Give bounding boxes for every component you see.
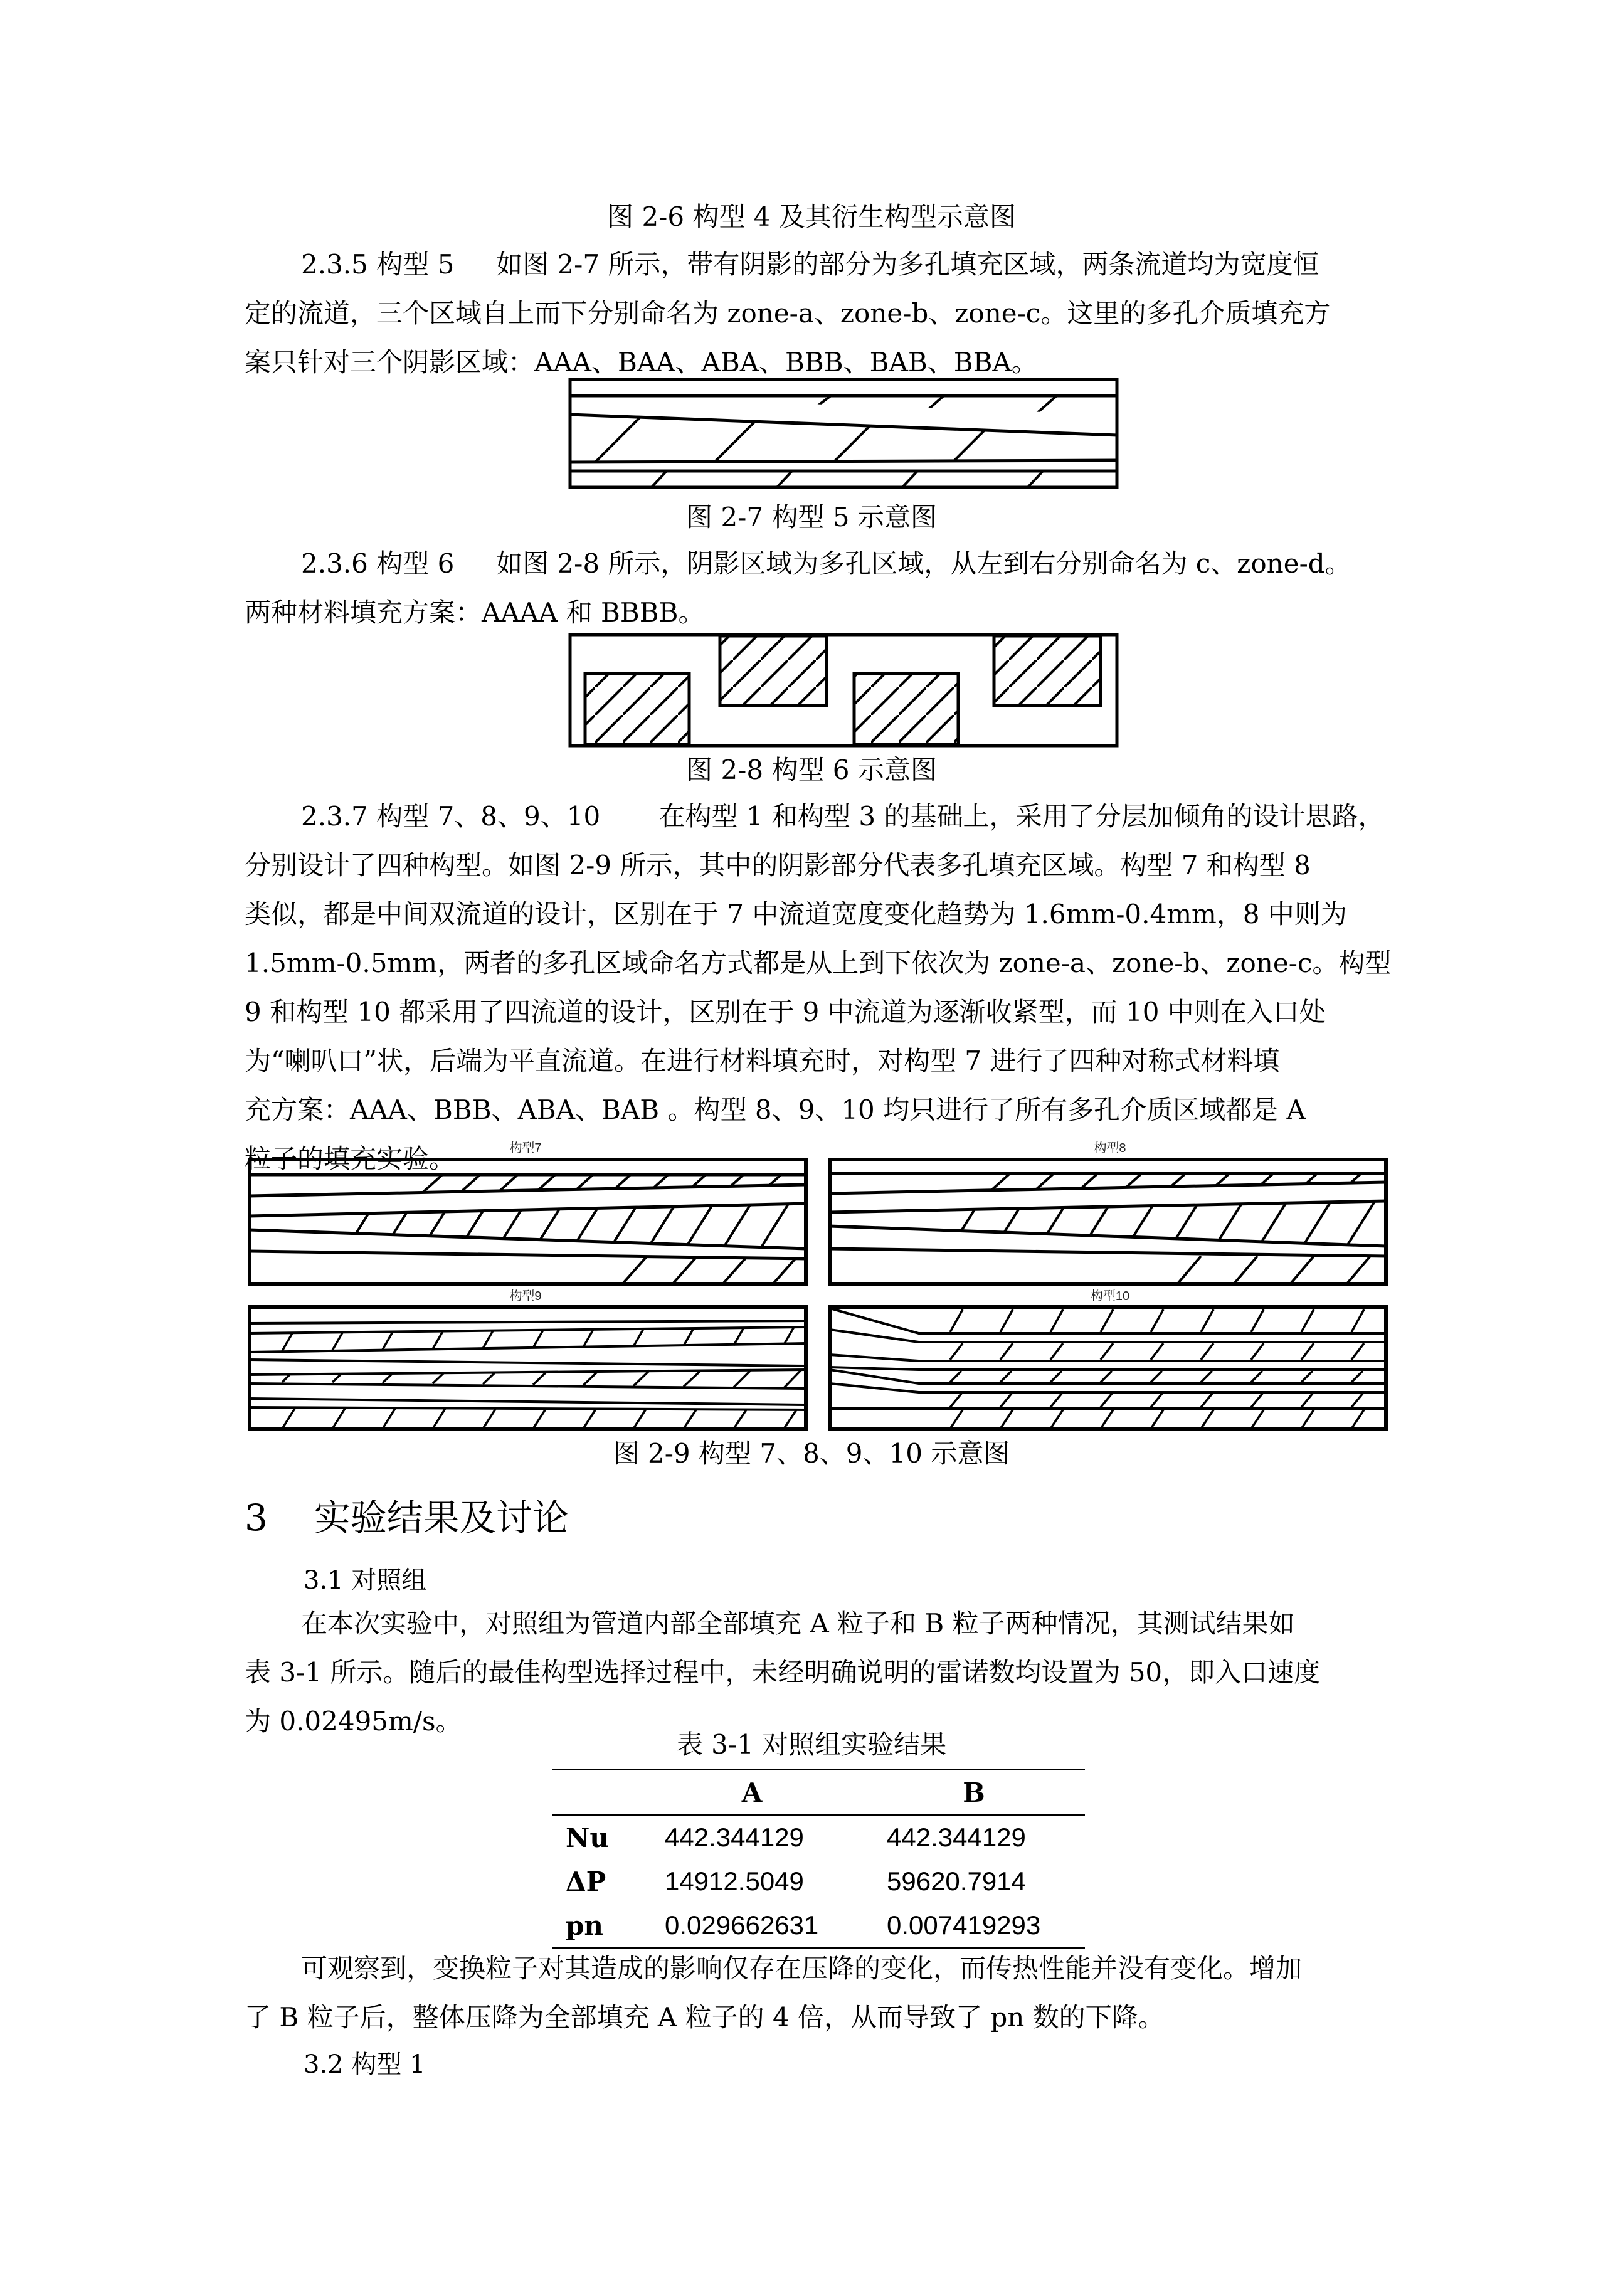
text-line: 粒子的填充实验。: [245, 1143, 456, 1174]
text-line: 可观察到，变换粒子对其造成的影响仅存在压降的变化，而传热性能并没有变化。增加: [301, 1953, 1303, 1984]
panel-label-10: 构型10: [1090, 1289, 1130, 1303]
text-line: 如图 2-7 所示，带有阴影的部分为多孔填充区域，两条流道均为宽度恒: [496, 249, 1319, 280]
panel-9: [250, 1307, 806, 1429]
fig-2-8-caption: 图 2-8 构型 6 示意图: [686, 754, 937, 785]
cell: 0.007419293: [863, 1903, 1085, 1949]
text-line: 了 B 粒子后，整体压降为全部填充 A 粒子的 4 倍，从而导致了 pn 数的下降。: [245, 2002, 1165, 2033]
text-line: 案只针对三个阴影区域：AAA、BAA、ABA、BBB、BAB、BBA。: [245, 347, 1038, 378]
text-line: 两种材料填充方案：AAAA 和 BBBB。: [245, 597, 705, 628]
table-header-empty: [552, 1770, 641, 1816]
text-line: 9 和构型 10 都采用了四流道的设计，区别在于 9 中流道为逐渐收紧型，而 10 中则在入口处: [245, 997, 1326, 1027]
cell: 442.344129: [665, 1823, 804, 1852]
section-2-3-5: [245, 240, 1392, 387]
fig-2-7-caption: 图 2-7 构型 5 示意图: [686, 502, 937, 532]
cell: 14912.5049: [665, 1866, 804, 1896]
table-row: [552, 1903, 1085, 1949]
cell: 0.029662631: [641, 1903, 863, 1949]
row-label: Nu: [566, 1822, 609, 1853]
table-row: [552, 1815, 1085, 1860]
text-line: 为“喇叭口”状，后端为平直流道。在进行材料填充时，对构型 7 进行了四种对称式材料填: [245, 1045, 1280, 1076]
panel-8: [830, 1160, 1386, 1286]
panel-10: [830, 1307, 1386, 1429]
text-line: 为 0.02495m/s。: [245, 1706, 462, 1737]
table-row: [552, 1860, 1085, 1903]
fig-2-6-caption: 图 2-6 构型 4 及其衍生构型示意图: [607, 201, 1016, 232]
section-3-1-head: 3.1 对照组: [304, 1566, 427, 1595]
text-line: 在构型 1 和构型 3 的基础上，采用了分层加倾角的设计思路，: [658, 801, 1385, 832]
section-2-3-7-head: 2.3.7 构型 7、8、9、10: [301, 801, 601, 832]
panel-label-9: 构型9: [509, 1289, 542, 1303]
fig-2-9-caption: 图 2-9 构型 7、8、9、10 示意图: [613, 1438, 1010, 1469]
panel-label-7: 构型7: [509, 1141, 542, 1155]
section-2-3-6-head: 2.3.6 构型 6: [301, 548, 455, 579]
text-line: 如图 2-8 所示，阴影区域为多孔区域，从左到右分别命名为 c、zone-d。: [496, 548, 1351, 579]
section-3-heading: [245, 1493, 569, 1543]
cell: 442.344129: [887, 1823, 1026, 1852]
section-2-3-5-head: 2.3.5 构型 5: [301, 249, 455, 280]
fig-2-7-diagram: [568, 377, 1119, 490]
cell: 59620.7914: [887, 1866, 1026, 1896]
fig-2-8-diagram: [568, 632, 1119, 748]
row-label: pn: [552, 1903, 641, 1949]
panel-7: [250, 1160, 822, 1286]
table-3-1: [552, 1769, 1085, 1949]
fig-2-9-diagram: [245, 1138, 1392, 1433]
section-number: 3: [245, 1496, 268, 1539]
after-table-paragraph: [245, 1944, 1392, 2042]
table-header-a: A: [641, 1770, 863, 1816]
section-2-3-7: [245, 792, 1392, 1183]
panel-label-8: 构型8: [1094, 1141, 1126, 1155]
row-label: ΔP: [566, 1866, 606, 1897]
text-line: 表 3-1 所示。随后的最佳构型选择过程中，未经明确说明的雷诺数均设置为 50，即入口速度: [245, 1657, 1321, 1688]
table-3-1-caption: 表 3-1 对照组实验结果: [676, 1729, 947, 1760]
section-3-1: [245, 1599, 1392, 1746]
section-2-3-6: [245, 539, 1392, 637]
text-line: 充方案：AAA、BBB、ABA、BAB 。构型 8、9、10 均只进行了所有多孔介质区域都是 A: [245, 1094, 1306, 1125]
text-line: 类似，都是中间双流道的设计，区别在于 7 中流道宽度变化趋势为 1.6mm-0.4mm，8 中则为: [245, 899, 1347, 929]
text-line: 分别设计了四种构型。如图 2-9 所示，其中的阴影部分代表多孔填充区域。构型 7 和构型 8: [245, 850, 1311, 881]
table-header-b: B: [863, 1770, 1085, 1816]
text-line: 在本次实验中，对照组为管道内部全部填充 A 粒子和 B 粒子两种情况，其测试结果如: [301, 1608, 1295, 1639]
section-3-2-head: 3.2 构型 1: [304, 2050, 426, 2079]
text-line: 1.5mm-0.5mm，两者的多孔区域命名方式都是从上到下依次为 zone-a、zone-b、zone-c。构型: [245, 948, 1392, 978]
section-title: 实验结果及讨论: [314, 1496, 569, 1539]
text-line: 定的流道，三个区域自上而下分别命名为 zone-a、zone-b、zone-c。这里的多孔介质填充方: [245, 298, 1331, 329]
